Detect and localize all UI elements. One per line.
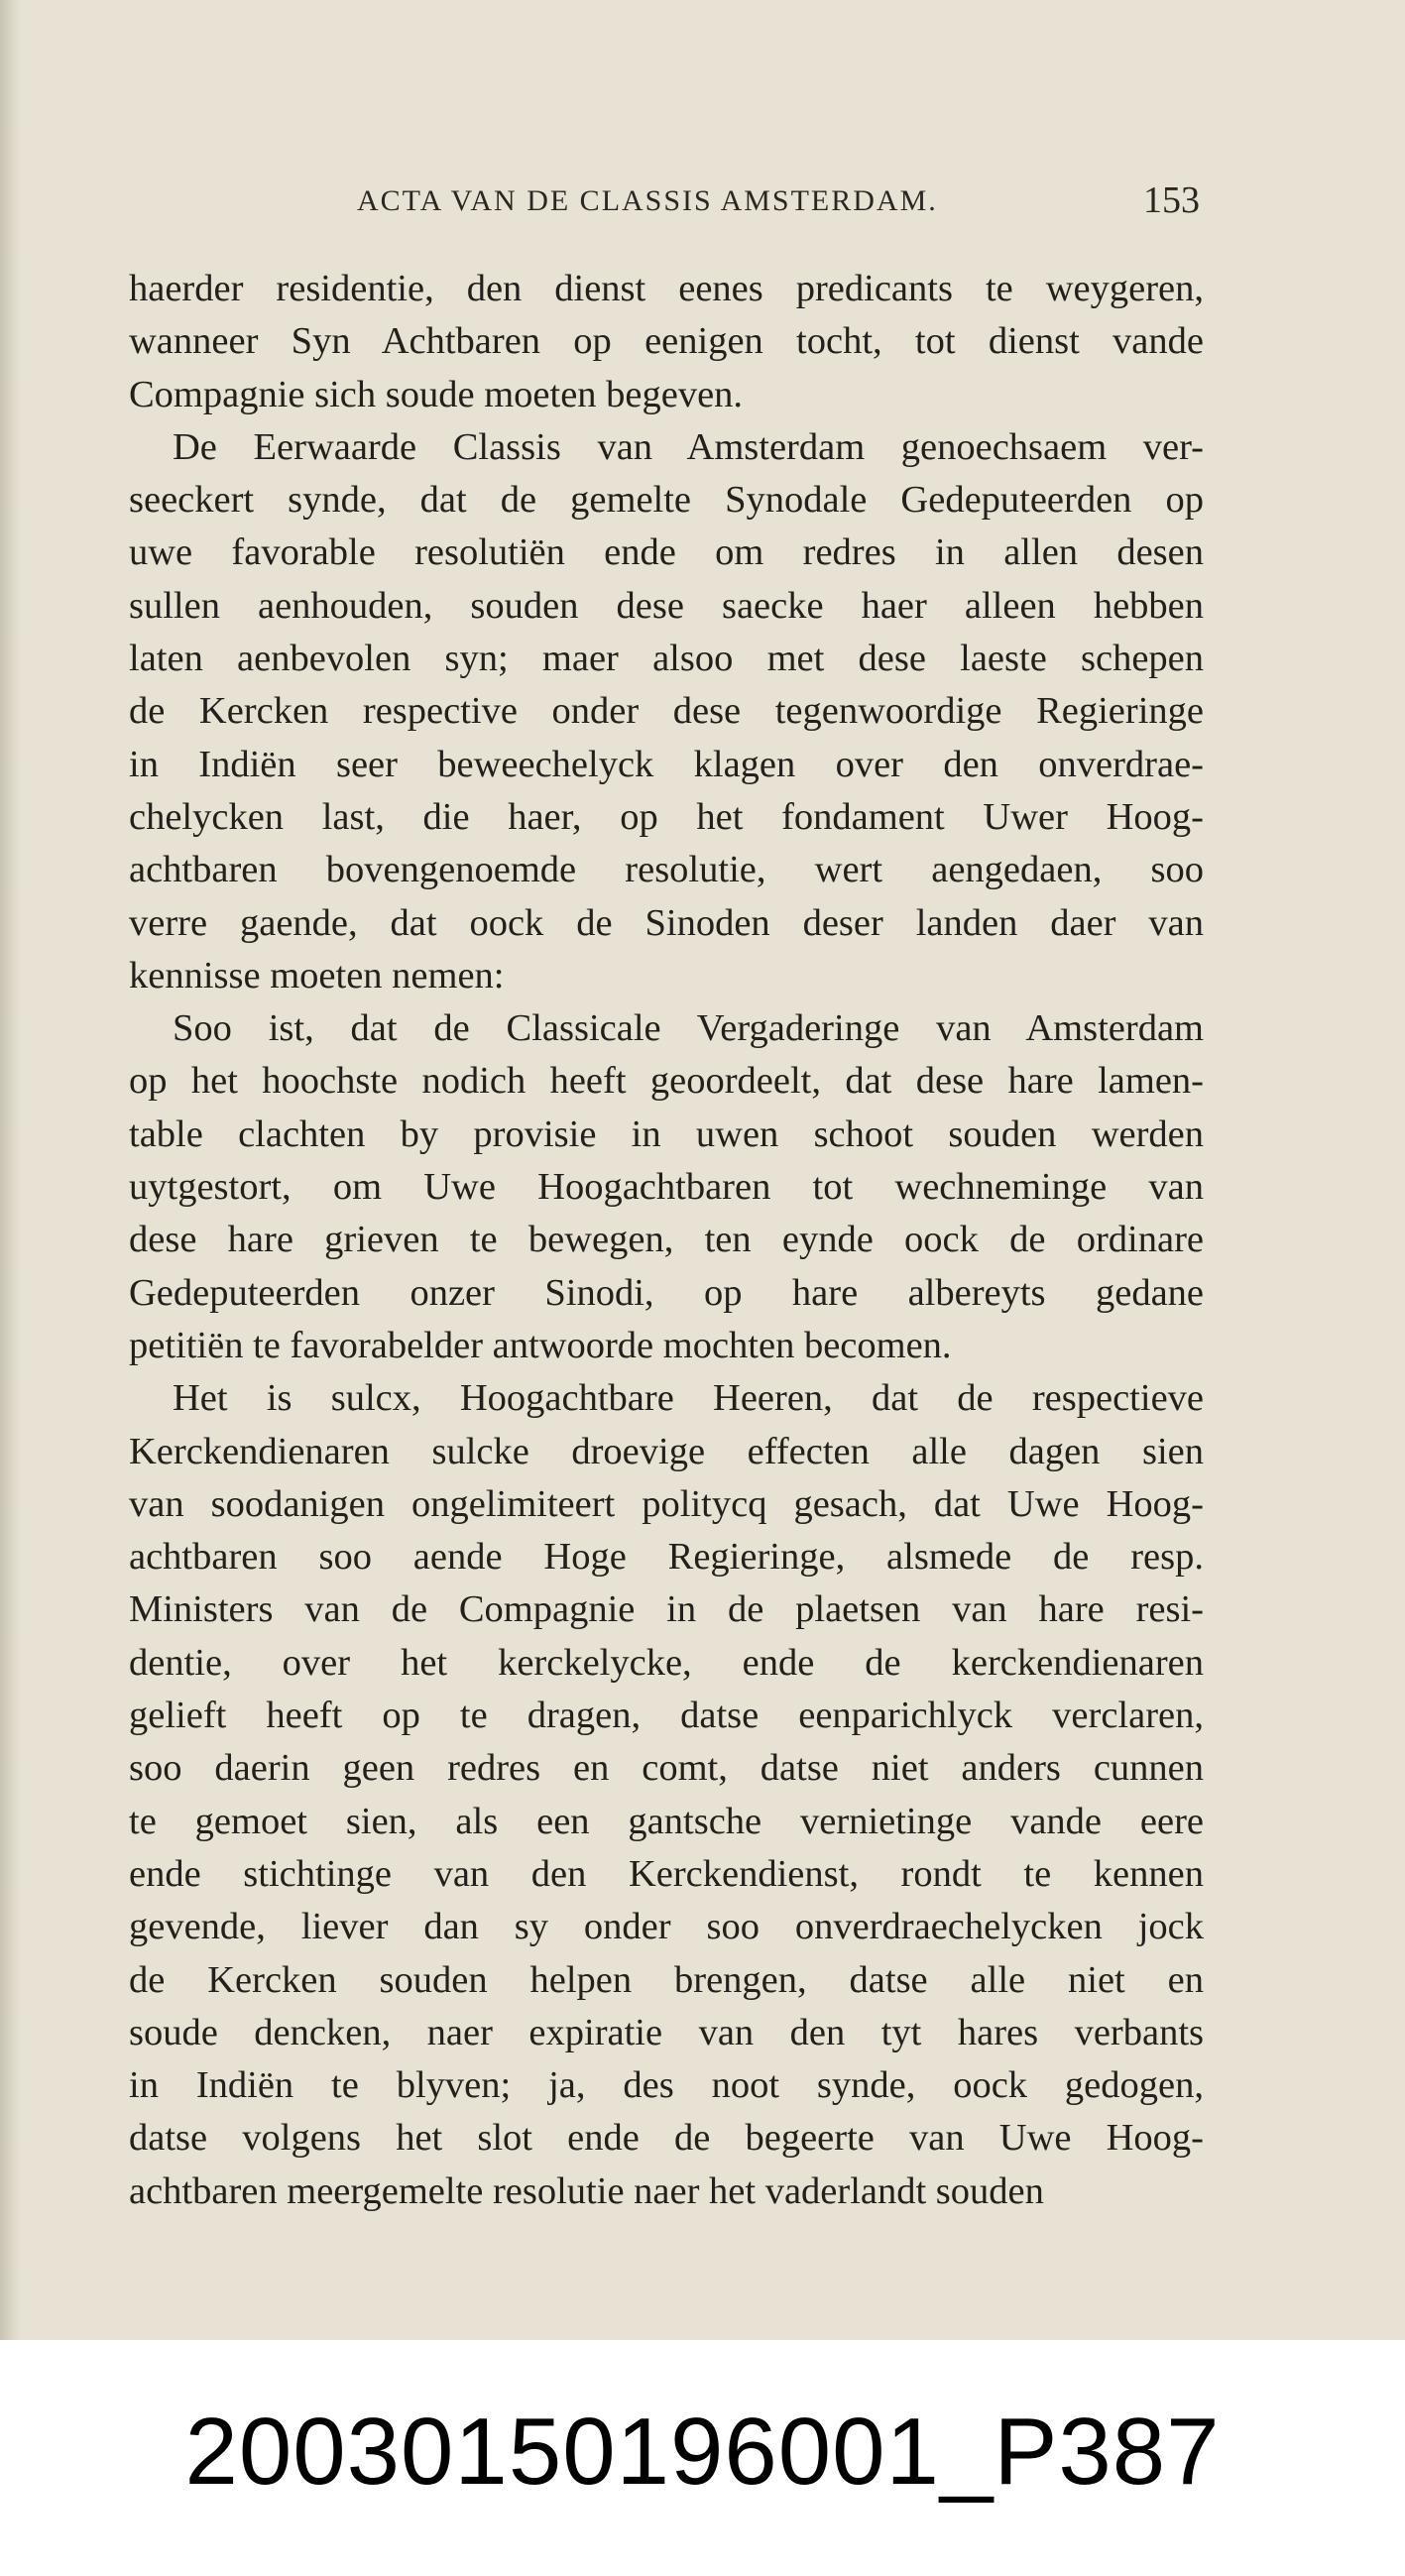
text-line: verre gaende, dat oock de Sinoden deser landen daer van (129, 901, 1204, 944)
text-line: De Eerwaarde Classis van Amsterdam genoechsaem ver- (173, 425, 1204, 468)
text-line: sullen aenhouden, souden dese saecke haer alleen hebben (129, 584, 1204, 627)
body-text (129, 263, 1204, 2218)
text-line: de Kercken respective onder dese tegenwoordige Regieringe (129, 690, 1204, 733)
text-line: kennisse moeten nemen: (129, 954, 505, 996)
text-line: datse volgens het slot ende de begeerte van Uwe Hoog- (129, 2117, 1204, 2160)
paragraph (129, 263, 1204, 421)
text-line: achtbaren bovengenoemde resolutie, wert aengedaen, soo (129, 849, 1204, 891)
text-line: petitiën te favorabelder antwoorde mochten becomen. (129, 1324, 952, 1366)
text-line: haerder residentie, den dienst eenes predicants te weygeren, (129, 268, 1204, 309)
text-line: Compagnie sich soude moeten begeven. (129, 373, 744, 415)
text-line: seeckert synde, dat de gemelte Synodale Gedeputeerden op (129, 479, 1204, 522)
text-line: van soodanigen ongelimiteert politycq gesach, dat Uwe Hoog- (129, 1482, 1204, 1525)
text-line: op het hoochste nodich heeft geoordeelt, dat dese hare lamen- (129, 1060, 1204, 1103)
paragraph (129, 421, 1204, 1002)
text-line: laten aenbevolen syn; maer alsoo met dese laeste schepen (129, 638, 1204, 680)
text-line: Gedeputeerden onzer Sinodi, op hare albereyts gedane (129, 1271, 1204, 1314)
text-line: wanneer Syn Achtbaren op eenigen tocht, tot dienst vande (129, 320, 1204, 363)
text-line: soo daerin geen redres en comt, datse niet anders cunnen (129, 1747, 1204, 1790)
text-line: in Indiën seer beweechelyck klagen over den onverdrae- (129, 743, 1204, 785)
text-line: te gemoet sien, als een gantsche vernietinge vande eere (129, 1800, 1204, 1842)
text-line: uwe favorable resolutiën ende om redres in allen desen (129, 531, 1204, 574)
page-header (129, 178, 1200, 228)
text-line: in Indiën te blyven; ja, des noot synde, oock gedogen, (129, 2064, 1204, 2107)
page-number: 153 (1143, 179, 1200, 221)
text-line: achtbaren soo aende Hoge Regieringe, alsmede de resp. (129, 1536, 1204, 1579)
paragraph (129, 1372, 1204, 2218)
text-line: uytgestort, om Uwe Hoogachtbaren tot wechneminge van (129, 1166, 1204, 1209)
text-line: dese hare grieven te bewegen, ten eynde oock de ordinare (129, 1219, 1204, 1261)
text-line: gelieft heeft op te dragen, datse eenparichlyck verclaren, (129, 1695, 1204, 1737)
text-line: chelycken last, die haer, op het fondament Uwer Hoog- (129, 795, 1204, 838)
running-title: ACTA VAN DE CLASSIS AMSTERDAM. (357, 184, 938, 217)
text-line: Ministers van de Compagnie in de plaetsen van hare resi- (129, 1588, 1204, 1631)
text-line: soude dencken, naer expiratie van den tyt hares verbants (129, 2011, 1204, 2053)
text-line: ende stichtinge van den Kerckendienst, rondt te kennen (129, 1852, 1204, 1895)
text-line: gevende, liever dan sy onder soo onverdraechelycken jock (129, 1906, 1204, 1948)
text-line: achtbaren meergemelte resolutie naer het vaderlandt souden (129, 2169, 1044, 2212)
paragraph (129, 1002, 1204, 1372)
scan-identifier: 20030150196001_P387 (184, 2399, 1221, 2505)
text-line: dentie, over het kerckelycke, ende de kerckendienaren (129, 1641, 1204, 1684)
text-line: Het is sulcx, Hoogachtbare Heeren, dat de respectieve (173, 1377, 1204, 1420)
text-line: Kerckendienaren sulcke droevige effecten alle dagen sien (129, 1430, 1204, 1472)
text-line: table clachten by provisie in uwen schoot souden werden (129, 1112, 1204, 1155)
text-line: de Kercken souden helpen brengen, datse alle niet en (129, 1958, 1204, 2001)
text-line: Soo ist, dat de Classicale Vergaderinge van Amsterdam (173, 1007, 1204, 1050)
